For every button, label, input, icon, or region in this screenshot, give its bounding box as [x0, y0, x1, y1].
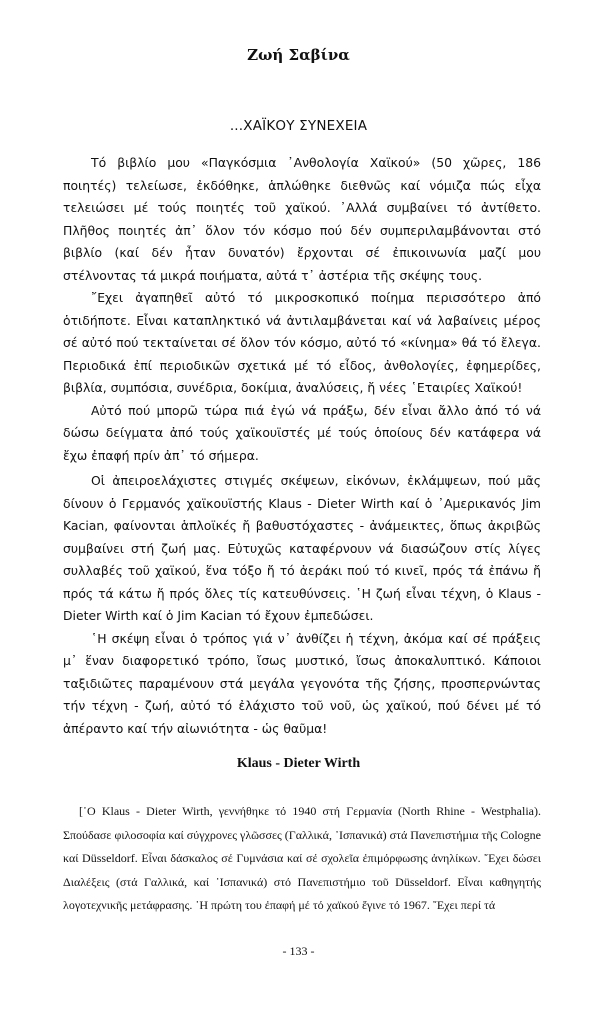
paragraph-5: ῾Η σκέψη εἶναι ὁ τρόπος γιά ν᾽ ἀνθίζει ἡ τέχνη, ἀκόμα καί σέ πράξεις μ᾽ ἕναν διαφορετικό τρόπο, ἴσως μυστικό, ἴσως ἀποκαλυπτικό. Κάποιοι ταξιδιῶτες παραμένουν στά μεγάλα γεγονότα τῆς ζήσης, προσπερνώντας τήν τέχνη - ζωή, αὐτό τό ἐλάχιστο τοῦ νοῦ, ὡς χαϊκού, πού δένει μέ τό ἀπέραντο καί τήν αἰωνιότητα - ὡς θαῦμα!: [63, 630, 541, 736]
poets-section: [63, 470, 541, 740]
author-name: Ζωή Σαβίνα: [247, 46, 350, 64]
paragraph-3: Αὐτό πού μπορῶ τώρα πιά ἐγώ νά πράξω, δέν εἶναι ἄλλο ἀπό τό νά δώσω δείγματα ἀπό τούς χαϊκουϊστές μέ τούς ὁποίους δέν κατάφερα νά ἔχω ἐπαφή πρίν ἀπ᾽ τό σήμερα.: [63, 402, 541, 463]
paragraph-1: Τό βιβλίο μου «Παγκόσμια ᾽Ανθολογία Χαϊκού» (50 χῶρες, 186 ποιητές) τελείωσε, ἐκδόθηκε, ἁπλώθηκε διεθνῶς καί νόμιζα πώς εἶχα τελειώσει μέ τούς ποιητές τοῦ χαϊκού. ᾽Αλλά συμβαίνει τό ἀντίθετο. Πλῆθος ποιητές ἀπ᾽ ὅλον τόν κόσμο πού δέν συμπεριλαμβάνονται στό βιβλίο (καί δέν ἦταν δυνατόν) ἔρχονται σέ ἐπικοινωνία μαζί μου στέλνοντας τά μικρά ποιήματα, αὐτά τ᾽ ἀστέρια τῆς σκέψης τους.: [63, 155, 541, 283]
section-heading: Klaus - Dieter Wirth: [236, 756, 361, 771]
page-number: - 133 -: [282, 944, 315, 958]
paragraph-2: ῎Εχει ἀγαπηθεῖ αὐτό τό μικροσκοπικό ποίημα περισσότερο ἀπό ὁτιδήποτε. Εἶναι καταπληκτικό νά ἀντιλαμβάνεται καί νά λαβαίνεις μέρος σέ αὐτό πού τεκταίνεται σέ ὅλον τόν κόσμο, αὐτό τό «κίνημα» θά τό ἔλεγα. Περιοδικά ἐπί περιοδικῶν σχετικά μέ τό εἶδος, ἀνθολογίες, ἐφημερίδες, βιβλία, συμπόσια, συνέδρια, δοκίμια, ἀναλύσεις, ἤ νέες ῾Εταιρίες Χαϊκού!: [63, 290, 541, 395]
biography-text: [῾Ο Klaus - Dieter Wirth, γεννήθηκε τό 1940 στή Γερμανία (North Rhine - Westphalia). Σπούδασε φιλοσοφία καί σύγχρονες γλῶσσες (Γαλλικά, ᾽Ισπανικά) στά Πανεπιστήμια τῆς Cologne καί Düsseldorf. Εἶναι δάσκαλος σέ Γυμνάσια καί σέ σχολεῖα ἐπιμόρφωσης ἀνηλίκων. ῎Εχει δώσει Διαλέξεις (στά Γαλλικά, καί ᾽Ισπανικά) στό Πανεπιστήμιο τοῦ Düsseldorf. Εἶναι καθηγητής λογοτεχνικῆς μετάφρασης. ῾Η πρώτη του ἐπαφή μέ τό χαϊκού ἔγινε τό 1967. ῎Εχει περί τά: [63, 804, 541, 912]
paragraph-4: Οἱ ἀπειροελάχιστες στιγμές σκέψεων, εἰκόνων, ἐκλάμψεων, πού μᾶς δίνουν ὁ Γερμανός χαϊκουϊστής Klaus - Dieter Wirth καί ὁ ᾽Αμερικανός Jim Kacian, φαίνονται ἁπλοϊκές ἤ βαθυστόχαστες - ἀνάμεικτες, ὅπως ἀκριβῶς συμβαίνει στή ζωή μας. Εὐτυχῶς καταφέρνουν νά διασώζουν στίς λίγες συλλαβές τοῦ χαϊκού, ἕνα τόξο ἤ τό ἀεράκι πού τό κινεῖ, πρός τά ἐπάνω ἤ πρός τά κάτω ἤ πρός ὅλες τίς κατευθύνσεις. ῾Η ζωή εἶναι τέχνη, ὁ Klaus - Dieter Wirth καί ὁ Jim Kacian τό ἔχουν ἐμπεδώσει.: [63, 473, 541, 623]
intro-section: [63, 152, 541, 467]
article-title: ...ΧΑΪΚΟΥ ΣΥΝΕΧΕΙΑ: [229, 118, 368, 134]
biography-section: [63, 800, 541, 918]
